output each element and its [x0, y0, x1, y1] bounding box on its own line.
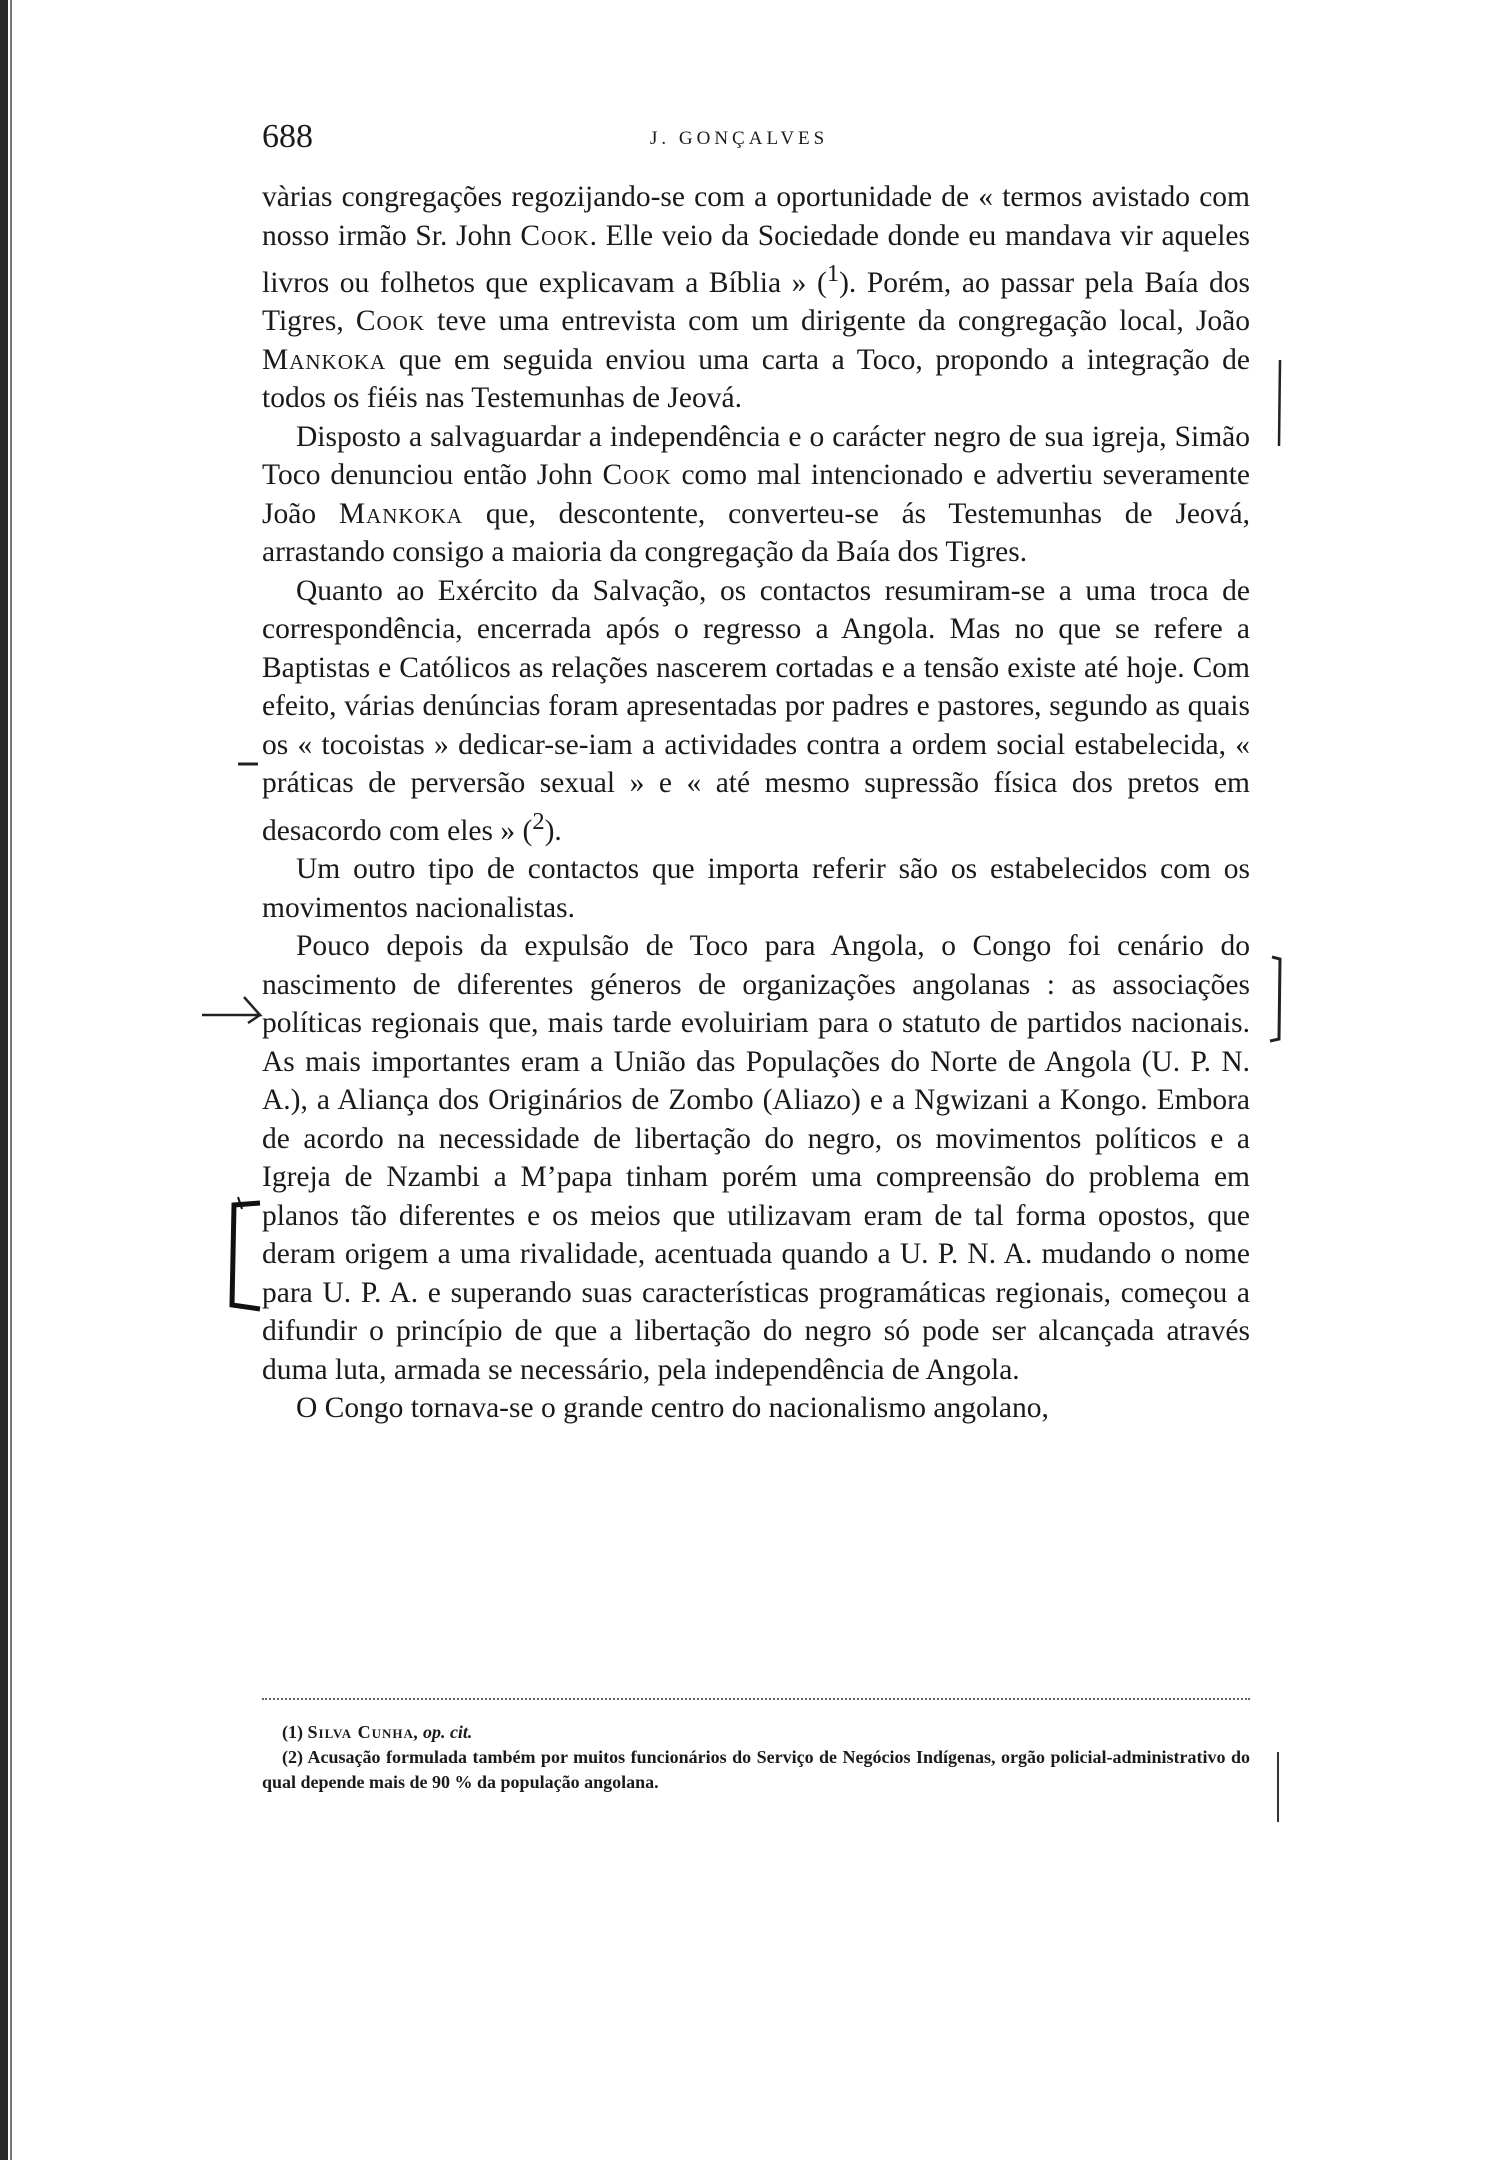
scan-border	[0, 0, 8, 2160]
paragraph-3: Quanto ao Exército da Salvação, os contactos resumiram-se a uma troca de correspondência, encerrada após o regresso a Angola. Mas no que se refere a Baptistas e Católicos as relações nascerem cortadas e a tensão existe até hoje. Com efeito, várias denúncias foram apresentadas por padres e pastores, segundo as quais os « tocoistas » dedicar-se-iam a actividades contra a ordem social estabelecida, « práticas de perversão sexual » e « até mesmo supressão física dos pretos em desacordo com eles » ($^2$).	[262, 574, 1250, 847]
footnotes	[262, 1720, 1250, 1795]
name-small-caps: Cook	[602, 459, 672, 492]
page-header	[0, 118, 1504, 158]
name-small-caps: Cook	[355, 305, 426, 338]
name-small-caps: Cook	[520, 219, 590, 252]
name-small-caps: Mankoka	[338, 497, 464, 530]
body-text	[262, 178, 1250, 1428]
footnote-2: (2) Acusação formulada também por muitos funcionários do Serviço de Negócios Indígenas, orgão policial-administrativo do qual depende mais de 90 % da população angolana.	[262, 1747, 1250, 1792]
page-number: 688	[262, 118, 313, 155]
footnote-1: (1) Silva Cunha, op. cit.	[282, 1722, 473, 1742]
paragraph-4: Um outro tipo de contactos que importa referir são os estabelecidos com os movimentos nacionalistas.	[262, 853, 1250, 924]
footnote-ref: 2	[532, 807, 545, 835]
scan-border-line	[10, 0, 12, 2160]
running-head: J. GONÇALVES	[650, 128, 829, 149]
margin-arrow-icon	[200, 985, 272, 1025]
margin-bracket-left	[220, 1195, 266, 1315]
paragraph-5: Pouco depois da expulsão de Toco para Angola, o Congo foi cenário do nascimento de diferentes géneros de organizações angolanas : as associações políticas regionais que, mais tarde evoluiriam para o statuto de partidos nacionais. As mais importantes eram a União das Populações do Norte de Angola (U. P. N. A.), a Aliança dos Originários de Zombo (Aliazo) e a Ngwizani a Kongo. Embora de acordo na necessidade de libertação do negro, os movimentos políticos e a Igreja de Nzambi a M’papa tinham porém uma compreensão do problema em planos tão diferentes e os meios que utilizavam eram de tal forma opostos, que deram origem a uma rivalidade, acentuada quando a U. P. N. A. mudando o nome para U. P. A. e superando suas características programáticas regionais, começou a difundir o princípio de que a libertação do negro só pode ser alcançada através duma luta, armada se necessário, pela independência de Angola.	[262, 930, 1250, 1386]
paragraph-2: Disposto a salvaguardar a independência e o carácter negro de sua igreja, Simão Toco denunciou então John Cook como mal intencionado e advertiu severamente João Mankoka que, descontente, converteu-se ás Testemunhas de Jeová, arrastando consigo a maioria da congregação da Baía dos Tigres.	[262, 420, 1250, 569]
paragraph-6: O Congo tornava-se o grande centro do nacionalismo angolano,	[296, 1392, 1049, 1425]
paragraph-1: vàrias congregações regozijando-se com a oportunidade de « termos avistado com nosso irmão Sr. John Cook. Elle veio da Sociedade donde eu mandava vir aqueles livros ou folhetos que explicavam a Bíblia » ($^1$). Porém, ao passar pela Baía dos Tigres, Cook teve uma entrevista com um dirigente da congregação local, João Mankoka que em seguida enviou uma carta a Toco, propondo a integração de todos os fiéis nas Testemunhas de Jeová.	[262, 181, 1251, 415]
name-small-caps: Mankoka	[262, 343, 387, 376]
footnote-ref: 1	[826, 260, 840, 287]
margin-dash-mark	[236, 758, 260, 770]
margin-bracket-right-1	[1270, 358, 1290, 448]
margin-bracket-right-2	[1266, 955, 1290, 1045]
footnote-separator	[262, 1698, 1250, 1700]
margin-bracket-right-3	[1270, 1750, 1286, 1830]
